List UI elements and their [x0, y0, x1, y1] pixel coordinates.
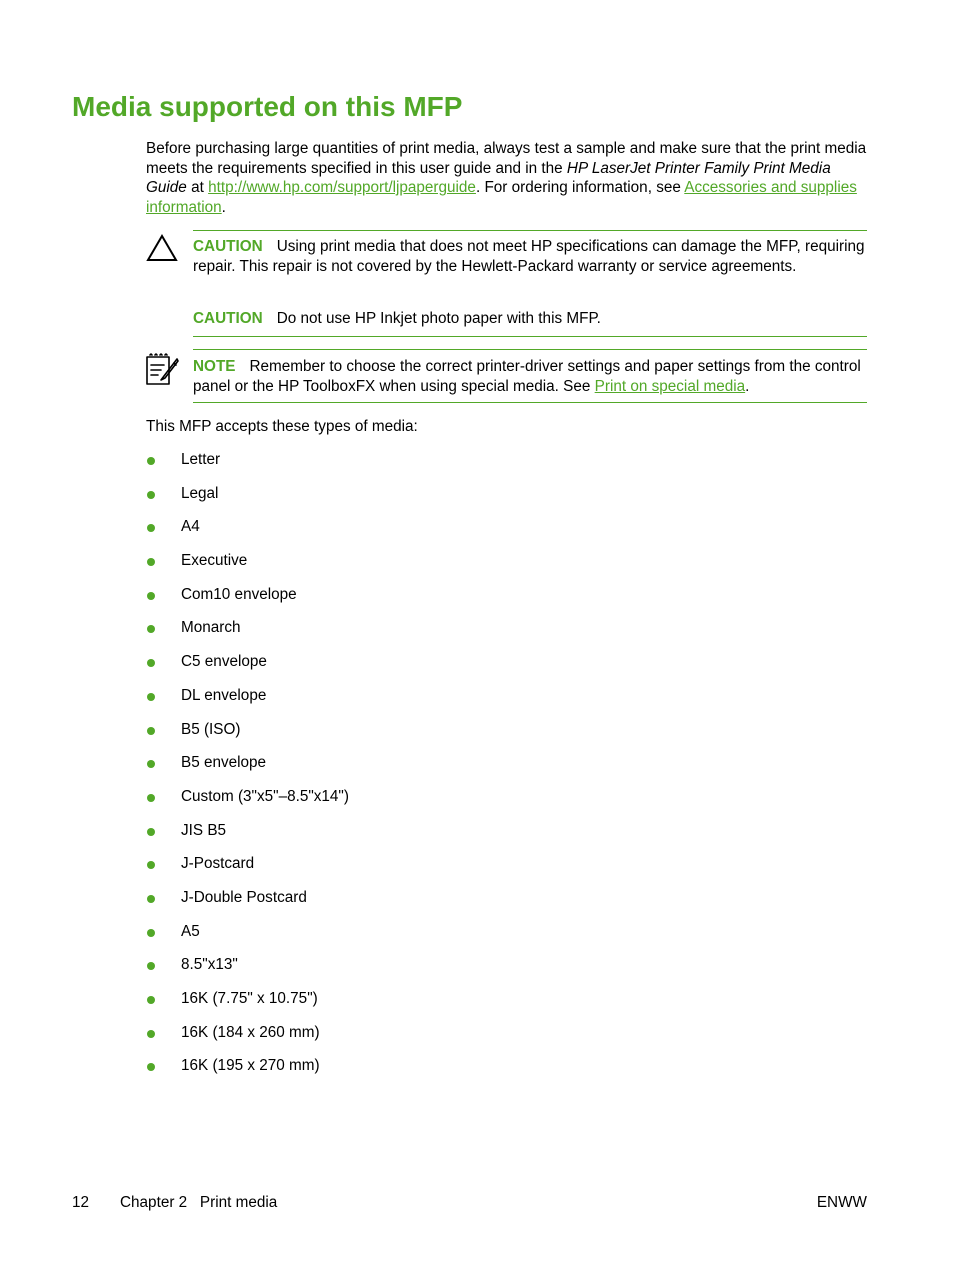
note-text: Remember to choose the correct printer-driver settings and paper settings from the control panel or the HP ToolboxFX when using special media. See: [193, 358, 861, 395]
list-item: [146, 686, 646, 720]
list-item: [146, 450, 646, 484]
bullet-dot-icon: [147, 524, 155, 532]
intro-text: . For ordering information, see: [475, 179, 685, 196]
media-types-list: [146, 450, 646, 1090]
list-item: [146, 1056, 646, 1090]
note-label: NOTE: [193, 358, 236, 375]
media-type-label: 16K (7.75" x 10.75"): [181, 990, 318, 1007]
list-item: [146, 618, 646, 652]
media-type-label: DL envelope: [181, 686, 267, 704]
list-item: [146, 517, 646, 551]
bullet-dot-icon: [147, 727, 155, 735]
intro-text: at: [186, 179, 209, 196]
media-type-label: 8.5"x13": [181, 956, 238, 974]
media-type-label: A4: [181, 518, 200, 536]
list-item: [146, 821, 646, 855]
media-type-label: B5 (ISO): [181, 720, 241, 738]
bullet-dot-icon: [147, 828, 155, 836]
bullet-dot-icon: [147, 457, 155, 465]
bullet-dot-icon: [147, 861, 155, 869]
list-item: [146, 955, 646, 989]
media-type-label: 16K (184 x 260 mm): [181, 1023, 320, 1041]
note-bottom-rule: [193, 402, 867, 403]
list-item: [146, 551, 646, 585]
bullet-dot-icon: [147, 760, 155, 768]
bullet-dot-icon: [147, 794, 155, 802]
print-special-media-link[interactable]: Print on special media: [594, 377, 746, 395]
list-item: [146, 753, 646, 787]
bullet-dot-icon: [147, 693, 155, 701]
caution-label: CAUTION: [193, 310, 263, 327]
media-type-label: Monarch: [181, 619, 241, 637]
list-item: [146, 484, 646, 518]
bullet-dot-icon: [147, 962, 155, 970]
media-guide-title: HP LaserJet Printer Family Print Media Guide: [146, 159, 831, 196]
media-type-label: Letter: [181, 451, 221, 468]
bullet-dot-icon: [147, 592, 155, 600]
media-type-label: Com10 envelope: [181, 585, 297, 603]
note-pad-icon: [144, 351, 180, 387]
list-item: [146, 652, 646, 686]
paper-guide-link[interactable]: http://www.hp.com/support/ljpaperguide: [208, 179, 476, 196]
media-type-label: Executive: [181, 552, 248, 570]
bullet-dot-icon: [147, 996, 155, 1004]
caution-message-1: [193, 237, 867, 276]
page-number: 12: [72, 1194, 90, 1211]
note-message: [193, 357, 867, 396]
caution-bottom-rule: [193, 336, 867, 337]
intro-paragraph: [146, 139, 868, 217]
bullet-dot-icon: [147, 929, 155, 937]
media-type-label: 16K (195 x 270 mm): [181, 1057, 320, 1075]
media-type-label: A5: [181, 922, 200, 940]
media-type-label: Legal: [181, 484, 219, 502]
note-text: .: [745, 377, 750, 395]
media-type-label: JIS B5: [181, 821, 227, 839]
media-type-label: J-Postcard: [181, 855, 255, 873]
bullet-dot-icon: [147, 491, 155, 499]
list-item: [146, 1023, 646, 1057]
bullet-dot-icon: [147, 659, 155, 667]
intro-text: Before purchasing large quantities of print media, always test a sample and make sure that the print media meets the requirements specified in this user guide and in the: [146, 140, 867, 177]
bullet-dot-icon: [147, 895, 155, 903]
caution-label: CAUTION: [193, 238, 263, 255]
list-item: [146, 922, 646, 956]
accessories-link[interactable]: Accessories and supplies information: [146, 179, 857, 216]
caution-top-rule: [193, 230, 867, 231]
intro-text: .: [221, 198, 226, 216]
warning-triangle-icon: [146, 234, 178, 262]
media-types-intro: This MFP accepts these types of media:: [146, 418, 418, 435]
list-item: [146, 585, 646, 619]
list-item: [146, 888, 646, 922]
media-type-label: B5 envelope: [181, 754, 267, 772]
caution-message-2: [193, 309, 867, 329]
bullet-dot-icon: [147, 558, 155, 566]
list-item: [146, 787, 646, 821]
media-type-label: Custom (3"x5"–8.5"x14"): [181, 787, 349, 805]
caution-text: Using print media that does not meet HP specifications can damage the MFP, requiring repair. This repair is not covered by the Hewlett-Packard warranty or service agreements.: [193, 238, 865, 275]
media-type-label: J-Double Postcard: [181, 888, 307, 906]
list-item: [146, 989, 646, 1023]
page-title: Media supported on this MFP: [72, 91, 463, 122]
caution-text: Do not use HP Inkjet photo paper with this MFP.: [276, 310, 601, 327]
bullet-dot-icon: [147, 1030, 155, 1038]
bullet-dot-icon: [147, 625, 155, 633]
chapter-footer: Chapter 2 Print media: [120, 1194, 278, 1211]
list-item: [146, 720, 646, 754]
list-item: [146, 854, 646, 888]
bullet-dot-icon: [147, 1063, 155, 1071]
media-type-label: C5 envelope: [181, 653, 267, 671]
enww-footer: ENWW: [816, 1194, 867, 1211]
note-top-rule: [193, 349, 867, 350]
